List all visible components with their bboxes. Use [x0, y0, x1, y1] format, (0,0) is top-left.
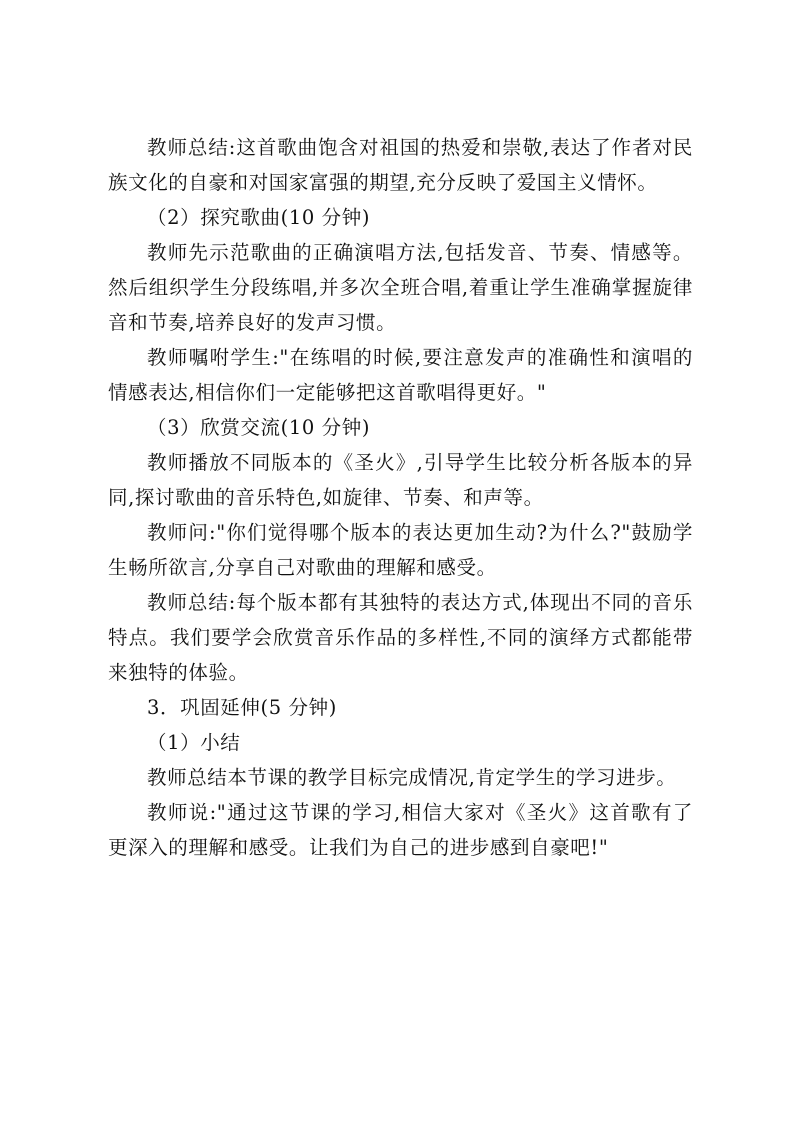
paragraph-summary-patriotism: 教师总结:这首歌曲饱含对祖国的热爱和崇敬,表达了作者对民族文化的自豪和对国家富强的期望,充分反映了爱国主义情怀。 [108, 136, 693, 194]
paragraph-teacher-question: 教师问:"你们觉得哪个版本的表达更加生动?为什么?"鼓励学生畅所欲言,分享自己对歌曲的理解和感受。 [108, 521, 693, 579]
paragraph-compare-versions: 教师播放不同版本的《圣火》,引导学生比较分析各版本的异同,探讨歌曲的音乐特色,如旋律、节奏、和声等。 [108, 451, 693, 509]
paragraph-closing-remarks: 教师说:"通过这节课的学习,相信大家对《圣火》这首歌有了更深入的理解和感受。让我们为自己的进步感到自豪吧!" [108, 801, 693, 859]
paragraph-lesson-goals: 教师总结本节课的教学目标完成情况,肯定学生的学习进步。 [147, 766, 677, 789]
document-body [108, 130, 693, 865]
section-heading-appreciation: （3）欣赏交流(10 分钟) [147, 416, 371, 439]
section-heading-summary: （1）小结 [147, 731, 241, 754]
paragraph-demonstration: 教师先示范歌曲的正确演唱方法,包括发音、节奏、情感等。然后组织学生分段练唱,并多次全班合唱,着重让学生准确掌握旋律音和节奏,培养良好的发声习惯。 [108, 241, 693, 334]
section-heading-explore-song: （2）探究歌曲(10 分钟) [147, 206, 371, 229]
paragraph-teacher-advice: 教师嘱咐学生:"在练唱的时候,要注意发声的准确性和演唱的情感表达,相信你们一定能够把这首歌唱得更好。" [108, 346, 693, 404]
section-heading-consolidation: 3．巩固延伸(5 分钟) [147, 696, 337, 719]
paragraph-summary-versions: 教师总结:每个版本都有其独特的表达方式,体现出不同的音乐特点。我们要学会欣赏音乐作品的多样性,不同的演绎方式都能带来独特的体验。 [108, 591, 693, 684]
